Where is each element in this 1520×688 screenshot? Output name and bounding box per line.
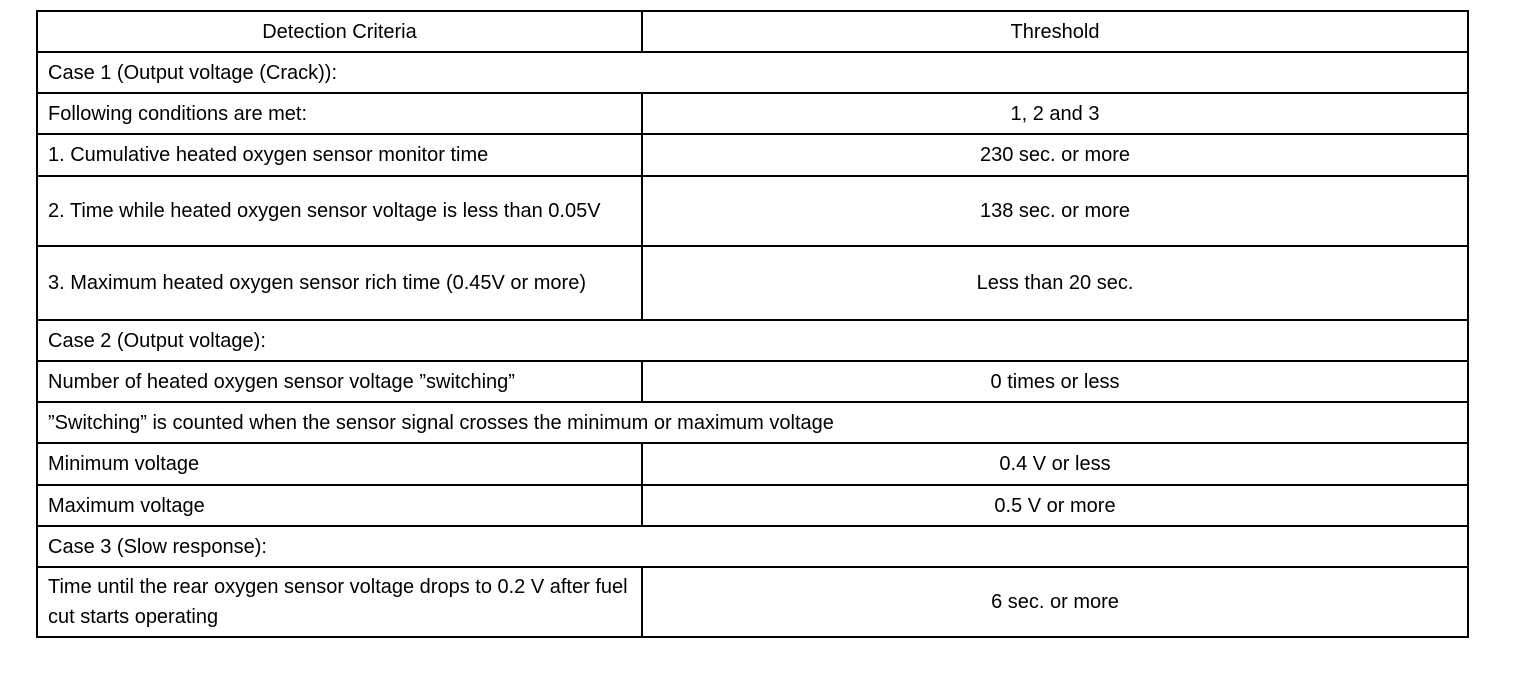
case-3-title: Case 3 (Slow response): [37, 526, 1468, 567]
table-row [37, 246, 1468, 320]
table-row [37, 443, 1468, 485]
case-1-heading-row [37, 52, 1468, 93]
threshold-cell: 0 times or less [642, 361, 1468, 402]
criteria-cell: Time until the rear oxygen sensor voltage drops to 0.2 V after fuel cut starts operating [37, 567, 642, 637]
threshold-cell: 6 sec. or more [642, 567, 1468, 637]
header-threshold: Threshold [642, 11, 1468, 52]
case-2-heading-row [37, 320, 1468, 361]
header-detection-criteria: Detection Criteria [37, 11, 642, 52]
threshold-cell: Less than 20 sec. [642, 246, 1468, 320]
threshold-cell: 230 sec. or more [642, 134, 1468, 176]
table-row [37, 567, 1468, 637]
threshold-cell: 0.4 V or less [642, 443, 1468, 485]
criteria-cell: 3. Maximum heated oxygen sensor rich time (0.45V or more) [37, 246, 642, 320]
criteria-cell: Following conditions are met: [37, 93, 642, 134]
table-row [37, 361, 1468, 402]
criteria-cell: Minimum voltage [37, 443, 642, 485]
table-row [37, 176, 1468, 246]
table-row [37, 485, 1468, 526]
table-row [37, 93, 1468, 134]
threshold-cell: 1, 2 and 3 [642, 93, 1468, 134]
criteria-cell: 1. Cumulative heated oxygen sensor monitor time [37, 134, 642, 176]
case-3-heading-row [37, 526, 1468, 567]
criteria-cell: Number of heated oxygen sensor voltage ”switching” [37, 361, 642, 402]
criteria-cell: 2. Time while heated oxygen sensor voltage is less than 0.05V [37, 176, 642, 246]
criteria-cell: Maximum voltage [37, 485, 642, 526]
case-2-title: Case 2 (Output voltage): [37, 320, 1468, 361]
switching-note-row [37, 402, 1468, 443]
switching-note: ”Switching” is counted when the sensor signal crosses the minimum or maximum voltage [37, 402, 1468, 443]
detection-criteria-table [36, 10, 1469, 638]
case-1-title: Case 1 (Output voltage (Crack)): [37, 52, 1468, 93]
table-header-row [37, 11, 1468, 52]
threshold-cell: 0.5 V or more [642, 485, 1468, 526]
threshold-cell: 138 sec. or more [642, 176, 1468, 246]
table-row [37, 134, 1468, 176]
